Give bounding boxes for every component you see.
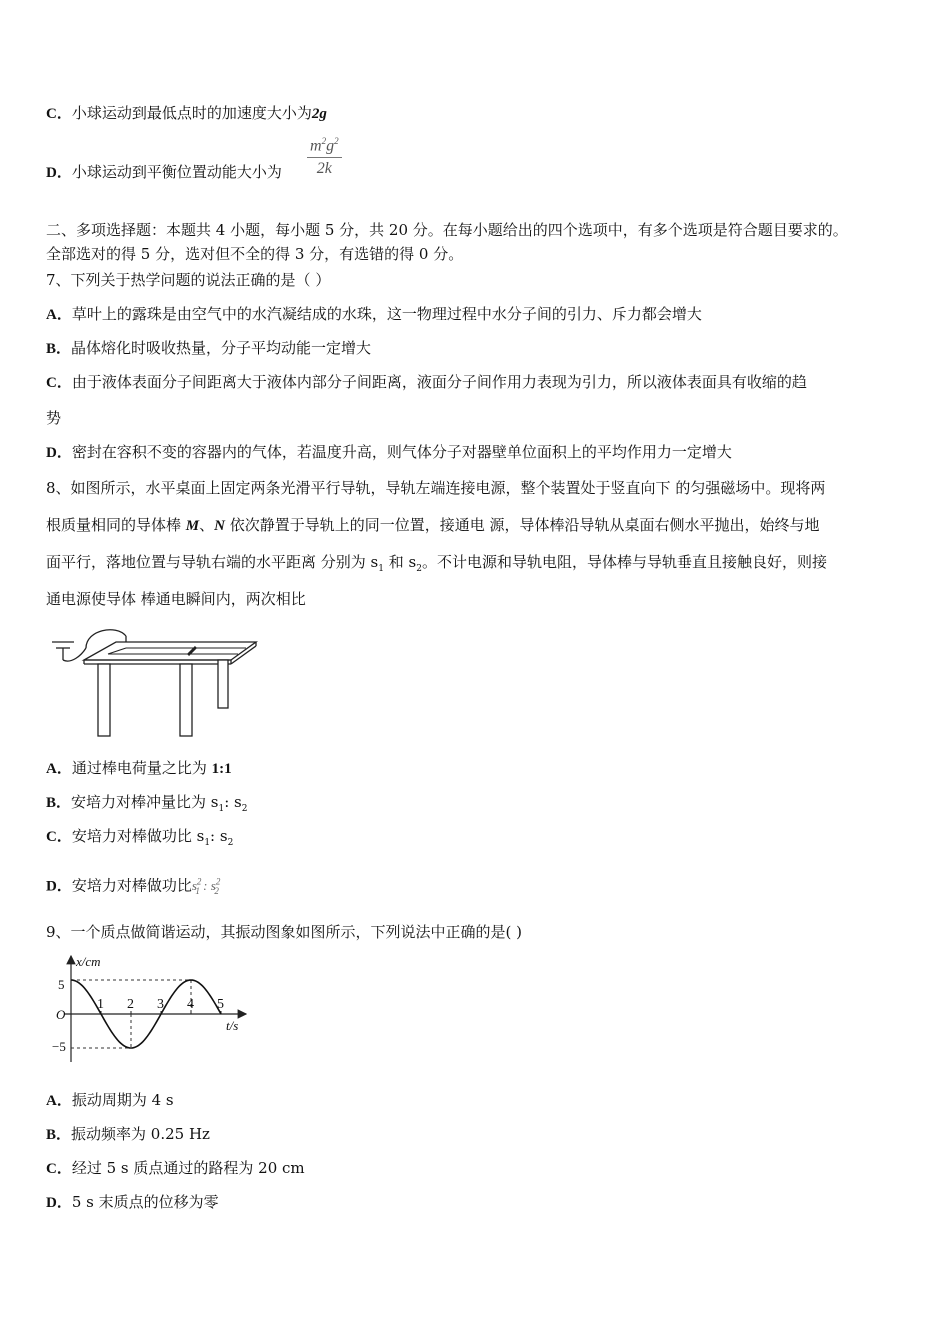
q6-option-d-fraction: $\frac{m^2g^2}{2k}$ xyxy=(307,136,342,178)
q8-stem-line1: 8、如图所示，水平桌面上固定两条光滑平行导轨，导轨左端连接电源，整个装置处于竖直向下 的匀强磁场中。现将两 xyxy=(46,479,826,497)
y-tick-5: 5 xyxy=(58,977,65,992)
q8-stem-line3: 面平行，落地位置与导轨右端的水平距离 分别为 $s_1$ 和 $s_2$。不计电源和导轨电阻，导体棒与导轨垂直且接触良好，则接 xyxy=(46,553,827,574)
q9-vibration-graph xyxy=(46,950,256,1068)
q8-option-a: A．通过棒电荷量之比为 1:1 xyxy=(46,759,232,777)
q8-option-d-expr: $s^2_1$ : $s^2_2$ xyxy=(191,877,221,896)
q7-option-d: D．密封在容积不变的容器内的气体，若温度升高，则气体分子对器壁单位面积上的平均作用力一定增大 xyxy=(46,443,732,461)
q8-option-c: C．安培力对棒做功比 $s_1$: $s_2$ xyxy=(46,827,234,848)
q6-option-c: C．小球运动到最低点时的加速度大小为2g xyxy=(46,104,327,122)
origin-label: O xyxy=(56,1007,66,1022)
table-leg-front-right xyxy=(180,664,192,736)
section2-line2: 全部选对的得 5 分，选对但不全的得 3 分，有选错的得 0 分。 xyxy=(46,245,464,263)
table-leg-back-right xyxy=(218,660,228,708)
q9-stem: 9、一个质点做简谐运动，其振动图象如图所示，下列说法中正确的是( ) xyxy=(46,923,523,941)
q9-option-a: A．振动周期为 4 s xyxy=(46,1091,174,1109)
q8-stem-line2: 根质量相同的导体棒 M、N 依次静置于导轨上的同一位置，接通电 源，导体棒沿导轨从桌面右侧水平抛出，始终与地 xyxy=(46,516,820,534)
q7-option-c-cont: 势 xyxy=(46,409,62,427)
x-tick-label-4: 4 xyxy=(187,997,194,1012)
x-tick-label-2: 2 xyxy=(127,997,134,1012)
q7-option-a: A．草叶上的露珠是由空气中的水汽凝结成的水珠，这一物理过程中水分子间的引力、斥力都会增大 xyxy=(46,305,702,323)
x-axis-label: t/s xyxy=(226,1018,239,1033)
q9-option-b: B．振动频率为 0.25 Hz xyxy=(46,1125,210,1143)
section2-line1: 二、多项选择题：本题共 4 小题，每小题 5 分，共 20 分。在每小题给出的四个选项中，有多个选项是符合题目要求的。 xyxy=(46,221,848,239)
q8-option-b: B．安培力对棒冲量比为 $s_1$: $s_2$ xyxy=(46,793,248,814)
q8-option-d: D．安培力对棒做功比$s^2_1$ : $s^2_2$ xyxy=(46,876,221,896)
q9-option-d: D．5 s 末质点的位移为零 xyxy=(46,1193,219,1211)
q8-table-figure xyxy=(46,620,261,740)
q6-option-d: D．小球运动到平衡位置动能大小为 xyxy=(46,163,282,181)
q7-option-b: B．晶体熔化时吸收热量，分子平均动能一定增大 xyxy=(46,339,372,357)
q8-stem-line4: 通电源使导体 棒通电瞬间内，两次相比 xyxy=(46,590,306,608)
y-tick-neg5: −5 xyxy=(52,1039,66,1054)
tabletop xyxy=(84,642,256,660)
q9-option-c: C．经过 5 s 质点通过的路程为 20 cm xyxy=(46,1159,305,1177)
q7-stem: 7、下列关于热学问题的说法正确的是（ ） xyxy=(46,271,331,289)
x-tick-label-1: 1 xyxy=(97,997,104,1012)
table-leg-front-left xyxy=(98,664,110,736)
x-tick-label-3: 3 xyxy=(157,997,164,1012)
x-tick-label-5: 5 xyxy=(217,997,224,1012)
y-axis-label: x/cm xyxy=(76,954,101,969)
q7-option-c: C．由于液体表面分子间距离大于液体内部分子间距离，液面分子间作用力表现为引力，所以液体表面具有收缩的趋 xyxy=(46,373,807,391)
